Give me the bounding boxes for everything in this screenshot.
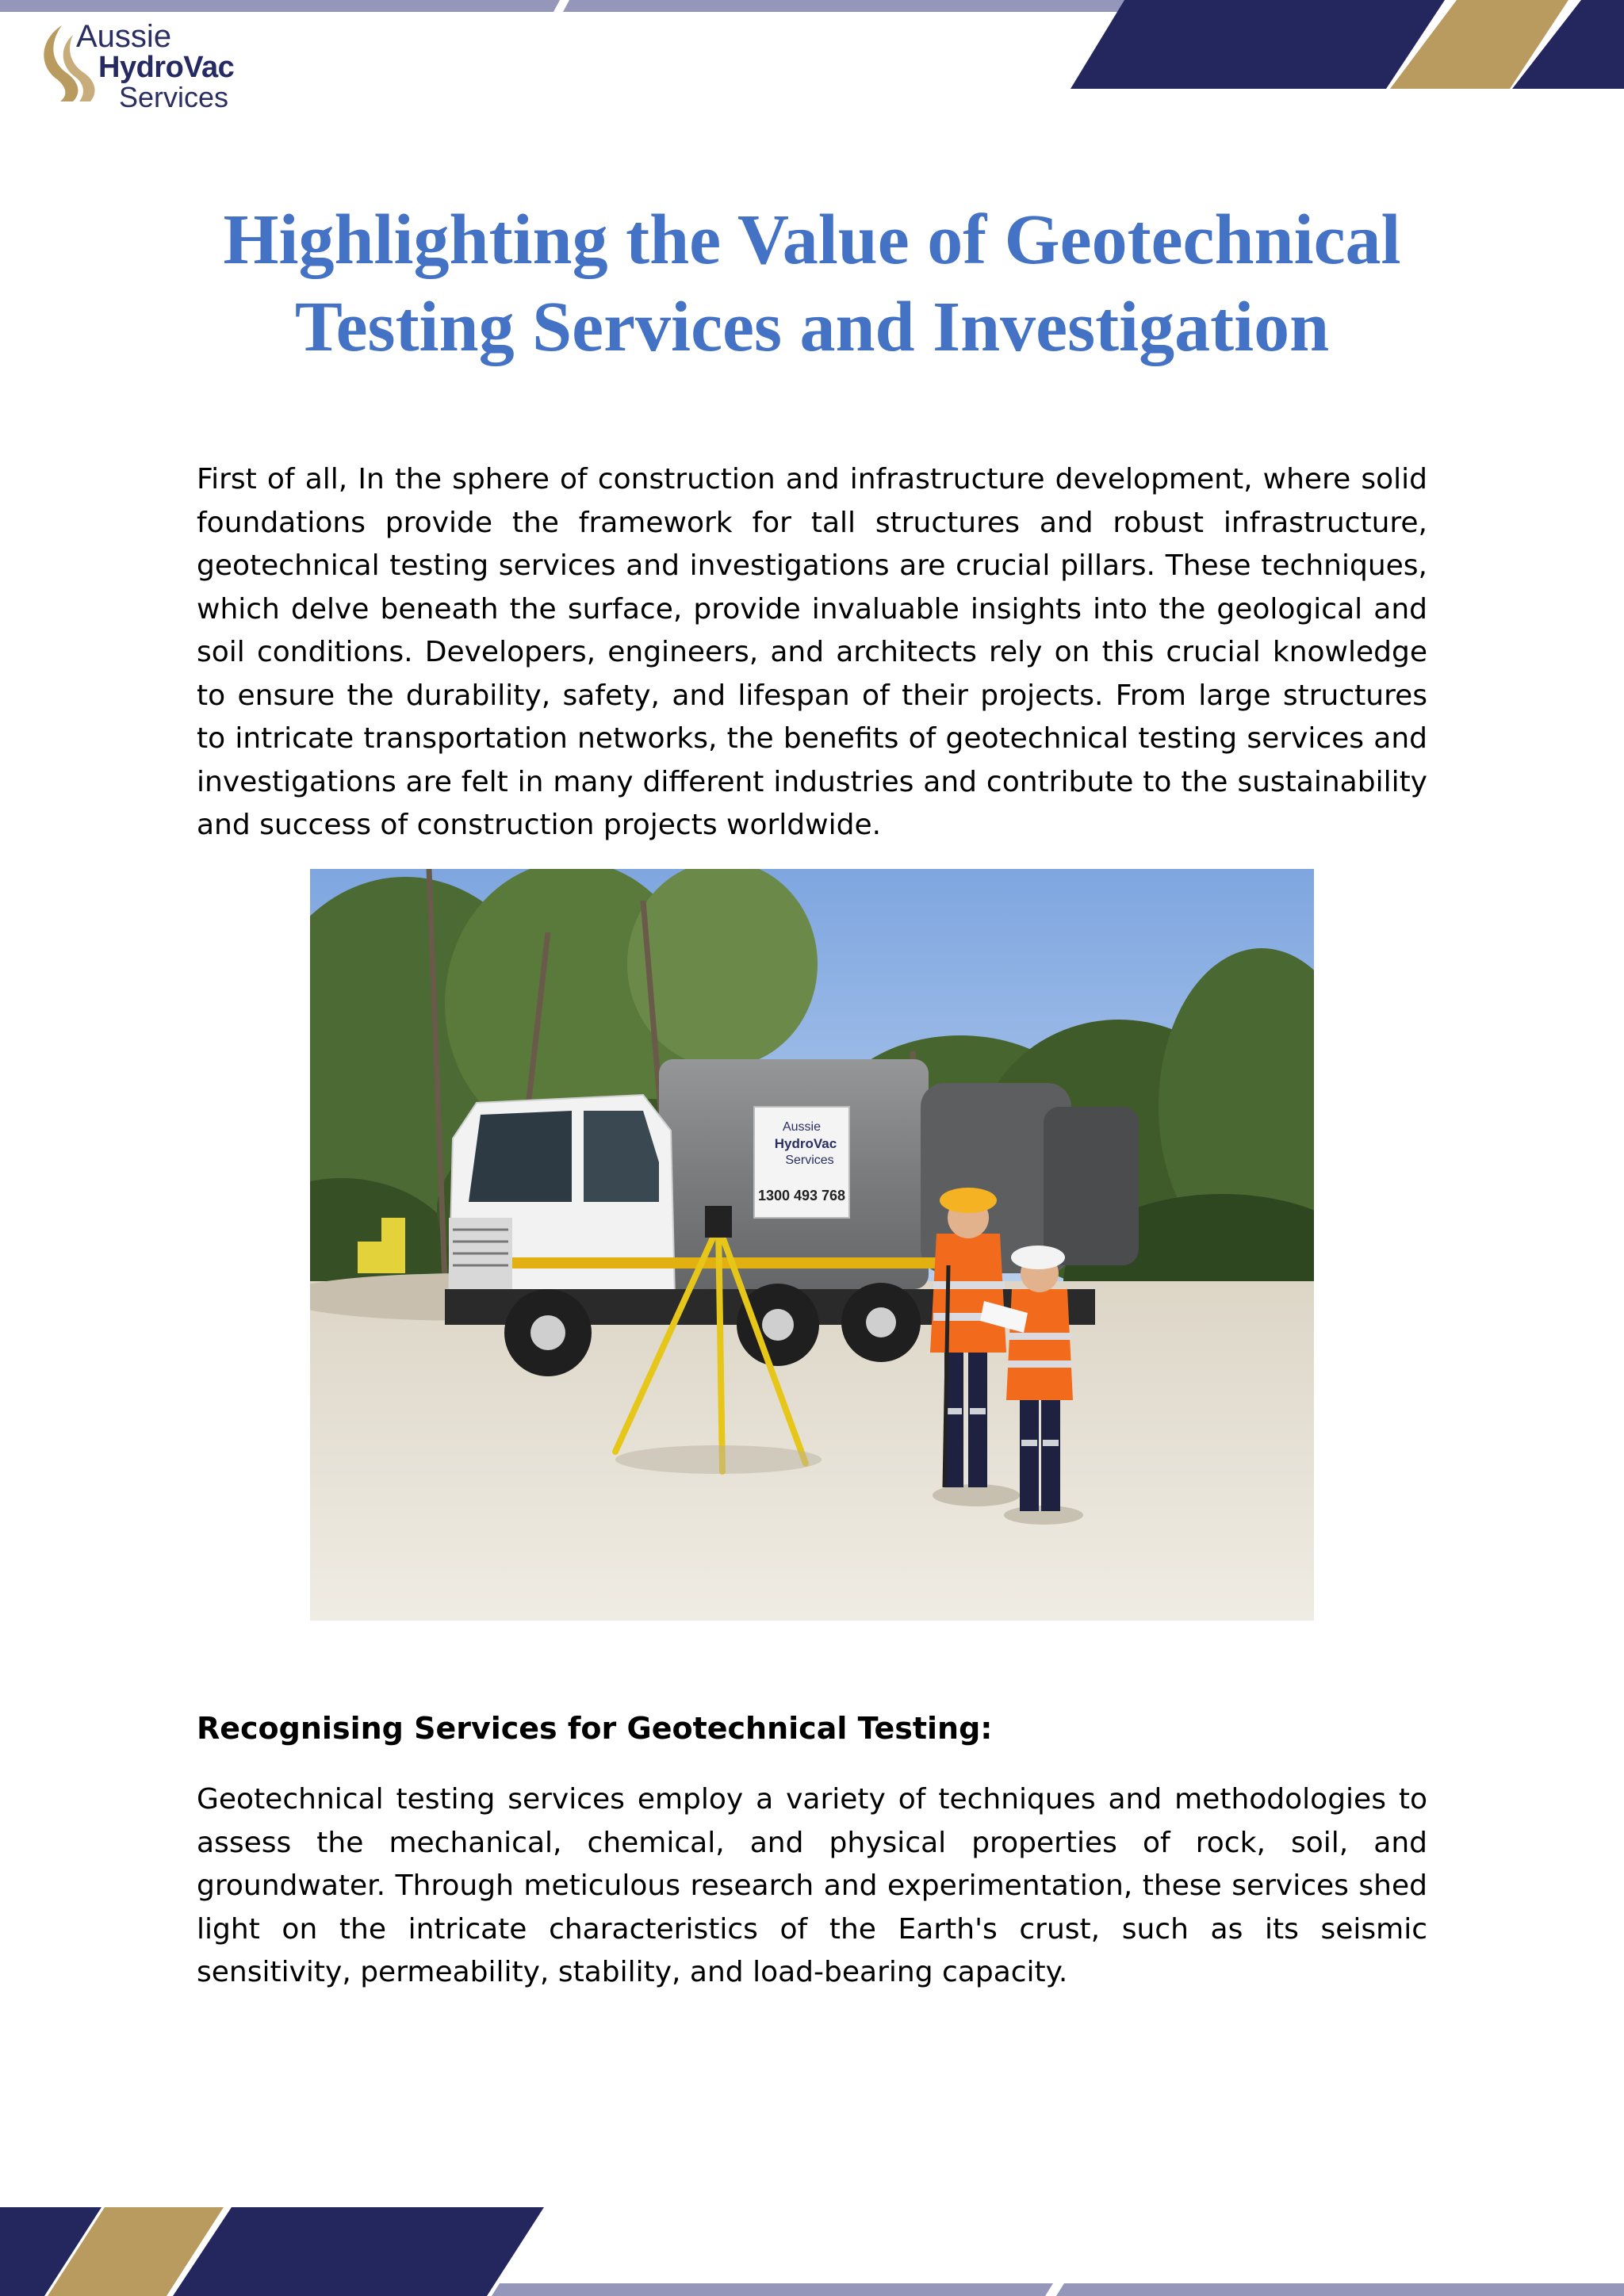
header-navy-band xyxy=(1071,0,1445,89)
section-paragraph: Geotechnical testing services employ a variety of techniques and methodologies to assess the mechanical, chemical, and physical properties of rock, soil, and groundwater. Through meticulous research and experimentation, these services shed light on the intricate characteristics of the Earth's crust, such as its seismic sensitivity, permeability, stability, and load-bearing capacity. xyxy=(197,1783,1427,1988)
section-heading: Recognising Services for Geotechnical Testing: xyxy=(197,1711,993,1746)
site-photo xyxy=(310,869,1314,1621)
logo-text-services: Services xyxy=(119,81,229,113)
company-logo xyxy=(32,17,238,113)
header-decoration xyxy=(0,0,1624,95)
logo-text-hydrovac: HydroVac xyxy=(98,51,235,84)
footer-stripe-left xyxy=(492,2283,1053,2296)
truck-logo-aussie: Aussie xyxy=(782,1120,822,1134)
page-title: Highlighting the Value of Geotechnical Testing Services and Investigation xyxy=(223,201,1401,366)
footer-decoration xyxy=(0,2204,1624,2296)
intro-paragraph: First of all, In the sphere of construction and infrastructure development, where solid foundations provide the framework for tall structures and robust infrastructure, geotechnical testing services and investigations are crucial pillars. These techniques, which delve beneath the surface, provide invaluable insights into the geological and soil conditions. Developers, engineers, and architects rely on this crucial knowledge to ensure the durability, safety, and lifespan of their projects. From large structures to intricate transportation networks, the benefits of geotechnical testing services and investigations are felt in many different industries and contribute to the sustainability and success of construction projects worldwide. xyxy=(197,463,1427,841)
truck-logo-services: Services xyxy=(785,1154,834,1167)
header-stripe-left xyxy=(0,0,560,12)
header-stripe-right xyxy=(563,0,1124,12)
logo-text-aussie: Aussie xyxy=(76,19,172,54)
footer-navy-band xyxy=(173,2207,544,2296)
truck-phone-number: 1300 493 768 xyxy=(757,1188,846,1203)
truck-logo-hydrovac: HydroVac xyxy=(774,1136,837,1151)
site-photo-illustration xyxy=(310,869,1314,1621)
footer-stripe-right xyxy=(1056,2283,1624,2296)
